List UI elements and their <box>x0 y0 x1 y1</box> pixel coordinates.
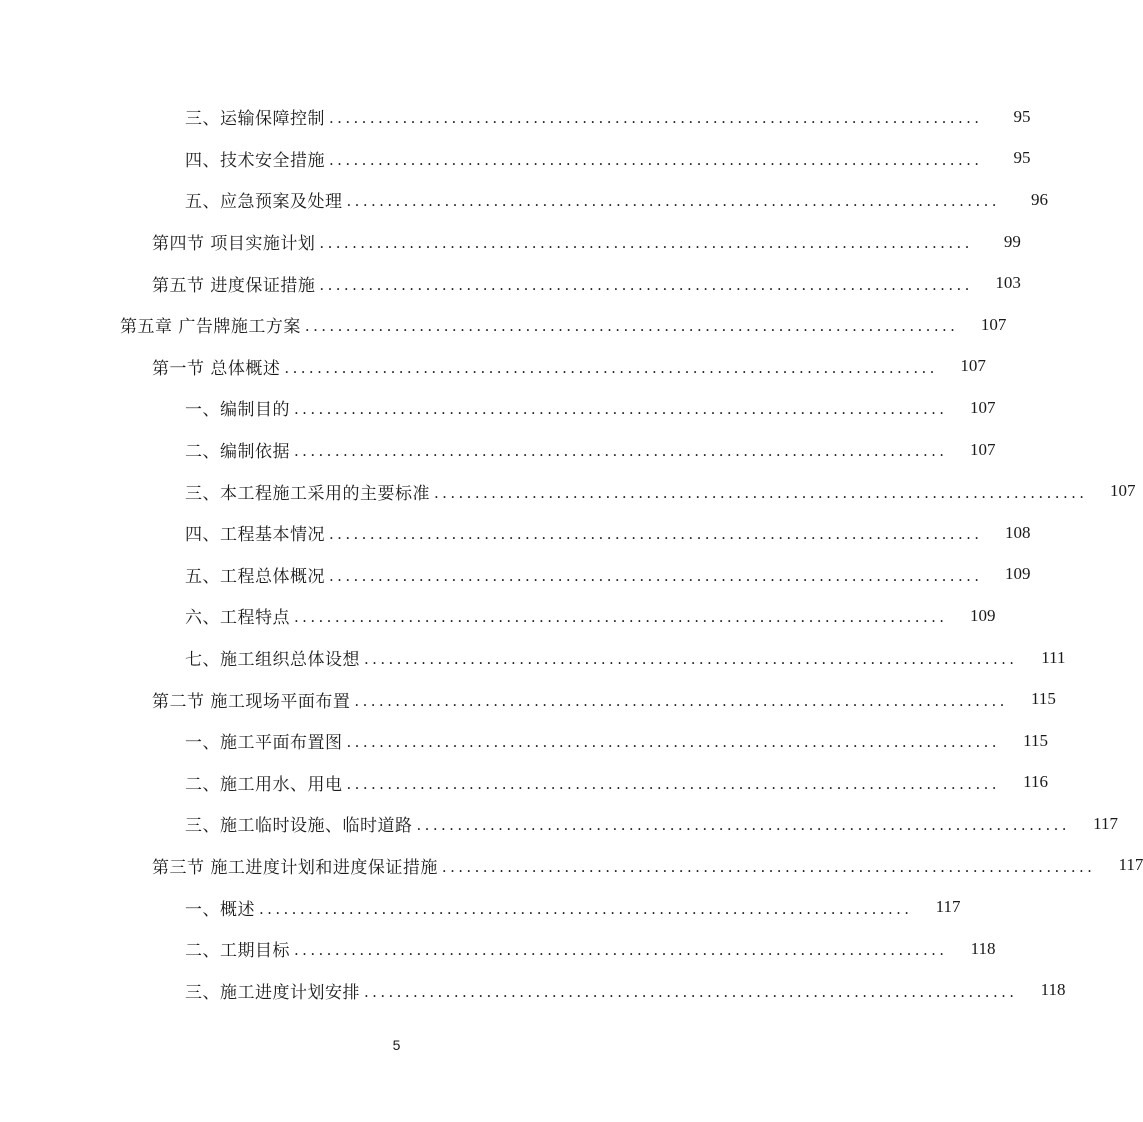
toc-entry[interactable] <box>0 886 961 928</box>
toc-entry-page: 109 <box>1004 564 1031 584</box>
toc-entry-title: 一、概述 <box>185 899 255 920</box>
toc-leader-dots: ................................................................................ <box>354 691 1008 710</box>
toc-entry-page: 115 <box>1030 689 1056 709</box>
toc-entry-page: 108 <box>1004 522 1031 542</box>
toc-entry-page: 103 <box>995 273 1021 293</box>
toc-entry-title: 四、技术安全措施 <box>185 150 325 171</box>
toc-entry[interactable] <box>0 678 1056 720</box>
toc-entry[interactable] <box>0 221 1021 263</box>
toc-entry-title: 二、工期目标 <box>185 941 290 962</box>
toc-leader-dots: ................................................................................ <box>416 816 1070 835</box>
toc-leader-dots: ................................................................................ <box>294 400 948 419</box>
table-of-contents <box>0 96 1143 1011</box>
toc-leader-dots: ................................................................................ <box>294 608 948 627</box>
toc-entry-title: 第四节 项目实施计划 <box>152 234 316 255</box>
toc-entry-page: 118 <box>1040 980 1066 1000</box>
toc-entry-page: 107 <box>1109 481 1136 501</box>
toc-entry-page: 96 <box>1030 189 1048 209</box>
toc-entry-page: 107 <box>969 439 996 459</box>
toc-entry-title: 第五节 进度保证措施 <box>152 275 316 296</box>
toc-entry[interactable] <box>0 762 1048 804</box>
toc-entry[interactable] <box>0 928 996 970</box>
toc-entry[interactable] <box>0 637 1066 679</box>
toc-leader-dots: ................................................................................ <box>319 234 973 253</box>
toc-leader-dots: ................................................................................ <box>294 941 948 960</box>
toc-entry[interactable] <box>0 138 1031 180</box>
toc-entry-title: 二、施工用水、用电 <box>185 774 343 795</box>
toc-entry-title: 第三节 施工进度计划和进度保证措施 <box>152 857 438 878</box>
toc-entry-page: 115 <box>1023 730 1048 750</box>
toc-entry[interactable] <box>0 470 1136 512</box>
toc-entry-title: 三、运输保障控制 <box>185 109 325 130</box>
toc-entry-page: 107 <box>969 397 996 417</box>
toc-entry[interactable] <box>0 96 1031 138</box>
toc-entry-page: 109 <box>969 605 996 625</box>
toc-leader-dots: ................................................................................ <box>364 982 1018 1001</box>
toc-entry-page: 117 <box>935 897 961 917</box>
toc-entry-page: 95 <box>1013 106 1031 126</box>
toc-leader-dots: ................................................................................ <box>434 483 1088 502</box>
toc-entry-page: 116 <box>1023 772 1048 792</box>
toc-entry[interactable] <box>0 304 1007 346</box>
toc-leader-dots: ................................................................................ <box>294 442 948 461</box>
toc-entry-title: 一、编制目的 <box>185 400 290 421</box>
toc-entry[interactable] <box>0 387 996 429</box>
toc-entry-title: 七、施工组织总体设想 <box>185 650 360 671</box>
toc-entry-page: 95 <box>1013 148 1031 168</box>
toc-entry-title: 二、编制依据 <box>185 442 290 463</box>
toc-entry-title: 五、工程总体概况 <box>185 566 325 587</box>
toc-entry-page: 118 <box>970 938 996 958</box>
toc-leader-dots: ................................................................................ <box>346 774 1000 793</box>
toc-leader-dots: ................................................................................ <box>329 150 983 169</box>
toc-entry-page: 99 <box>1003 231 1021 251</box>
toc-entry-title: 四、工程基本情况 <box>185 525 325 546</box>
toc-entry-title: 第五章 广告牌施工方案 <box>120 317 301 338</box>
toc-entry[interactable] <box>0 179 1048 221</box>
toc-entry-page: 117 <box>1118 855 1143 875</box>
toc-entry-title: 五、应急预案及处理 <box>185 192 343 213</box>
toc-leader-dots: ................................................................................ <box>329 566 983 585</box>
toc-leader-dots: ................................................................................ <box>304 317 959 336</box>
toc-entry[interactable] <box>0 262 1021 304</box>
page-number: 5 <box>392 1037 401 1053</box>
toc-entry-title: 第一节 总体概述 <box>152 358 281 379</box>
toc-entry[interactable] <box>0 554 1031 596</box>
toc-entry[interactable] <box>0 969 1066 1011</box>
toc-leader-dots: ................................................................................ <box>259 899 913 918</box>
toc-entry-page: 111 <box>1041 647 1066 667</box>
toc-entry[interactable] <box>0 720 1048 762</box>
toc-leader-dots: ................................................................................ <box>364 650 1018 669</box>
toc-entry-title: 六、工程特点 <box>185 608 290 629</box>
toc-entry-title: 第二节 施工现场平面布置 <box>152 691 351 712</box>
toc-leader-dots: ................................................................................ <box>346 192 1000 211</box>
toc-entry[interactable] <box>0 429 996 471</box>
toc-leader-dots: ................................................................................ <box>441 857 1096 876</box>
toc-leader-dots: ................................................................................ <box>284 358 938 377</box>
toc-leader-dots: ................................................................................ <box>329 109 983 128</box>
toc-entry-title: 一、施工平面布置图 <box>185 733 343 754</box>
toc-entry[interactable] <box>0 845 1143 887</box>
toc-entry-title: 三、施工进度计划安排 <box>185 982 360 1003</box>
toc-entry[interactable] <box>0 512 1031 554</box>
toc-entry-page: 107 <box>960 356 986 376</box>
toc-entry-title: 三、施工临时设施、临时道路 <box>185 816 413 837</box>
toc-leader-dots: ................................................................................ <box>346 733 1000 752</box>
toc-entry[interactable] <box>0 346 986 388</box>
toc-leader-dots: ................................................................................ <box>329 525 983 544</box>
toc-entry-page: 107 <box>980 314 1007 334</box>
toc-leader-dots: ................................................................................ <box>319 275 973 294</box>
toc-entry-page: 117 <box>1093 813 1118 833</box>
toc-entry[interactable] <box>0 803 1118 845</box>
toc-entry[interactable] <box>0 595 996 637</box>
toc-entry-title: 三、本工程施工采用的主要标准 <box>185 483 430 504</box>
